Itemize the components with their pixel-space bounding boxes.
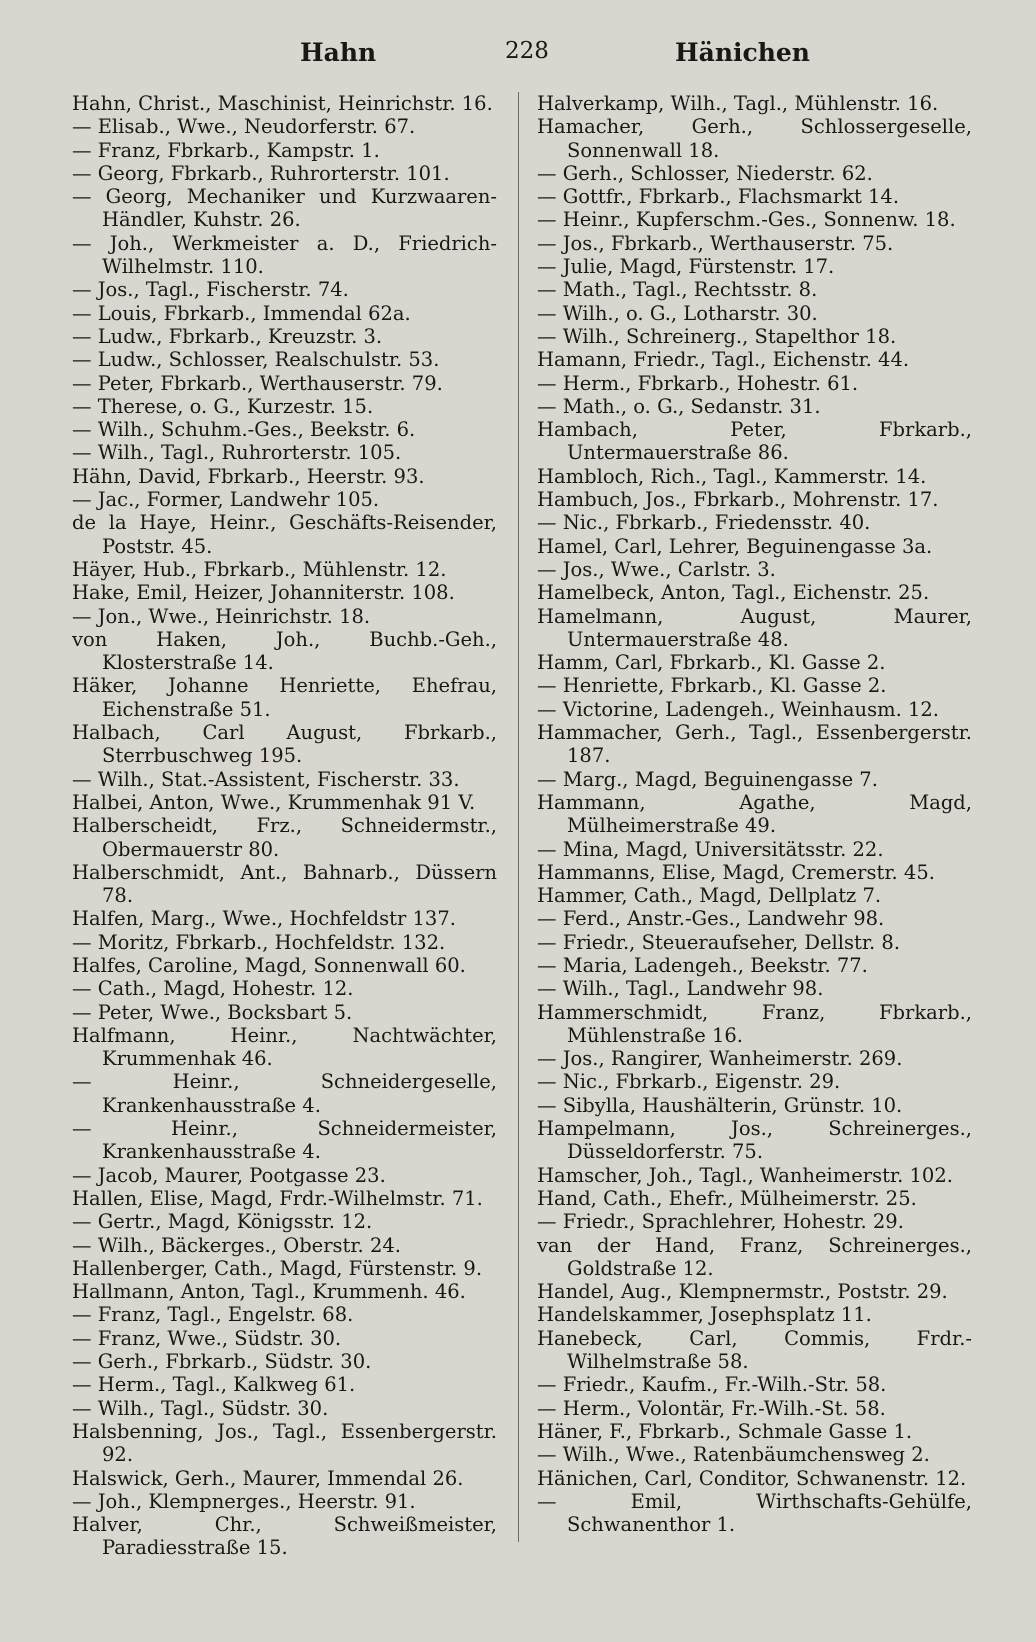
directory-entry: — Wilh., Schuhm.-Ges., Beekstr. 6. <box>72 418 416 442</box>
directory-entry: Halbei, Anton, Wwe., Krummenhak 91 V. <box>72 790 476 814</box>
directory-entry: — Jos., Rangirer, Wanheimerstr. 269. <box>537 1047 903 1071</box>
directory-entry: Halfes, Caroline, Magd, Sonnenwall 60. <box>72 953 466 977</box>
directory-entry: Hallenberger, Cath., Magd, Fürstenstr. 9. <box>72 1256 483 1280</box>
directory-entry: van der Hand, Franz, Schreinerges., Goldstraße 12. <box>537 1233 972 1280</box>
directory-entry: Hamm, Carl, Fbrkarb., Kl. Gasse 2. <box>537 651 886 675</box>
header-right-keyword: Hänichen <box>675 38 810 67</box>
directory-entry: — Wilh., Tagl., Südstr. 30. <box>72 1396 329 1420</box>
directory-entry: Halbach, Carl August, Fbrkarb., Sterrbuschweg 195. <box>72 721 497 768</box>
directory-entry: Hambloch, Rich., Tagl., Kammerstr. 14. <box>537 464 927 488</box>
directory-entry: — Franz, Fbrkarb., Kampstr. 1. <box>72 138 380 162</box>
directory-entry: — Peter, Wwe., Bocksbart 5. <box>72 1000 353 1024</box>
directory-entry: — Wilh., Bäckerges., Oberstr. 24. <box>72 1233 401 1257</box>
directory-entry: — Louis, Fbrkarb., Immendal 62a. <box>72 301 411 325</box>
directory-entry: — Gerh., Schlosser, Niederstr. 62. <box>537 161 873 185</box>
directory-entry: — Ludw., Schlosser, Realschulstr. 53. <box>72 348 440 372</box>
directory-entry: Hänichen, Carl, Conditor, Schwanenstr. 12. <box>537 1466 967 1490</box>
column-divider <box>518 92 519 1542</box>
directory-entry: — Henriette, Fbrkarb., Kl. Gasse 2. <box>537 674 887 698</box>
directory-entry: Hand, Cath., Ehefr., Mülheimerstr. 25. <box>537 1186 917 1210</box>
directory-entry: Hallmann, Anton, Tagl., Krummenh. 46. <box>72 1280 466 1304</box>
directory-entry: — Sibylla, Haushälterin, Grünstr. 10. <box>537 1093 903 1117</box>
directory-entry: — Wilh., Schreinerg., Stapelthor 18. <box>537 324 897 348</box>
directory-entry: Hallen, Elise, Magd, Frdr.-Wilhelmstr. 71. <box>72 1186 483 1210</box>
directory-entry: — Jacob, Maurer, Pootgasse 23. <box>72 1163 386 1187</box>
directory-entry: — Jac., Former, Landwehr 105. <box>72 488 380 512</box>
directory-entry: — Georg, Fbrkarb., Ruhrorterstr. 101. <box>72 161 450 185</box>
directory-entry: Handelskammer, Josephsplatz 11. <box>537 1303 872 1327</box>
directory-entry: Hammer, Cath., Magd, Dellplatz 7. <box>537 884 882 908</box>
directory-entry: Halsbenning, Jos., Tagl., Essenbergerstr. 92. <box>72 1419 497 1467</box>
directory-entry: — Mina, Magd, Universitätsstr. 22. <box>537 837 884 861</box>
directory-entry: Halberscheidt, Frz., Schneidermstr., Obermauerstr 80. <box>72 814 497 861</box>
directory-entry: Hamann, Friedr., Tagl., Eichenstr. 44. <box>537 348 910 372</box>
directory-entry: — Ludw., Fbrkarb., Kreuzstr. 3. <box>72 324 383 348</box>
directory-entry: Hahn, Christ., Maschinist, Heinrichstr. 16. <box>72 92 493 115</box>
directory-entry: Halverkamp, Wilh., Tagl., Mühlenstr. 16. <box>537 92 939 115</box>
directory-entry: — Wilh., Tagl., Landwehr 98. <box>537 977 824 1001</box>
directory-entry: Hamelbeck, Anton, Tagl., Eichenstr. 25. <box>537 581 930 605</box>
directory-entry: — Maria, Ladengeh., Beekstr. 77. <box>537 953 868 977</box>
directory-entry: — Jon., Wwe., Heinrichstr. 18. <box>72 604 371 628</box>
directory-entry: — Franz, Tagl., Engelstr. 68. <box>72 1303 354 1327</box>
directory-entry: Häner, F., Fbrkarb., Schmale Gasse 1. <box>537 1419 913 1443</box>
directory-entry: Hamscher, Joh., Tagl., Wanheimerstr. 102. <box>537 1163 953 1187</box>
directory-entry: Häyer, Hub., Fbrkarb., Mühlenstr. 12. <box>72 557 447 581</box>
directory-entry: Hammacher, Gerh., Tagl., Essenbergerstr. 187. <box>537 721 972 768</box>
directory-entry: — Herm., Volontär, Fr.-Wilh.-St. 58. <box>537 1396 886 1420</box>
directory-entry: — Nic., Fbrkarb., Eigenstr. 29. <box>537 1070 841 1094</box>
directory-entry: — Wilh., o. G., Lotharstr. 30. <box>537 301 818 325</box>
directory-entry: Halberschmidt, Ant., Bahnarb., Düssern 78. <box>72 860 497 908</box>
directory-entry: Hammanns, Elise, Magd, Cremerstr. 45. <box>537 860 935 884</box>
directory-entry: — Marg., Magd, Beguinengasse 7. <box>537 767 878 791</box>
directory-entry: Handel, Aug., Klempnermstr., Poststr. 29. <box>537 1280 948 1304</box>
directory-entry: — Math., o. G., Sedanstr. 31. <box>537 394 821 418</box>
directory-entry: Halfen, Marg., Wwe., Hochfeldstr 137. <box>72 907 456 931</box>
directory-entry: — Nic., Fbrkarb., Friedensstr. 40. <box>537 511 871 535</box>
directory-entry: — Moritz, Fbrkarb., Hochfeldstr. 132. <box>72 930 446 954</box>
directory-entry: — Julie, Magd, Fürstenstr. 17. <box>537 255 835 279</box>
directory-entry: — Emil, Wirthschafts-Gehülfe, Schwanenthor 1. <box>537 1489 972 1537</box>
directory-entry: Hammann, Agathe, Magd, Mülheimerstraße 49. <box>537 790 972 838</box>
left-column <box>72 92 497 1560</box>
directory-entry: — Gerh., Fbrkarb., Südstr. 30. <box>72 1350 372 1374</box>
directory-entry: — Wilh., Stat.-Assistent, Fischerstr. 33. <box>72 767 460 791</box>
directory-entry: Hamel, Carl, Lehrer, Beguinengasse 3a. <box>537 534 933 558</box>
directory-entry: Hambach, Peter, Fbrkarb., Untermauerstraße 86. <box>537 418 972 465</box>
directory-entry: Hanebeck, Carl, Commis, Frdr.-Wilhelmstraße 58. <box>537 1326 972 1374</box>
directory-entry: de la Haye, Heinr., Geschäfts-Reisender, Poststr. 45. <box>72 511 497 558</box>
directory-entry: — Friedr., Steueraufseher, Dellstr. 8. <box>537 930 901 954</box>
directory-entry: Halswick, Gerh., Maurer, Immendal 26. <box>72 1466 464 1490</box>
directory-entry: — Cath., Magd, Hohestr. 12. <box>72 977 354 1001</box>
directory-entry: — Joh., Werkmeister a. D., Friedrich-Wilhelmstr. 110. <box>72 231 497 279</box>
directory-entry: — Math., Tagl., Rechtsstr. 8. <box>537 278 818 302</box>
directory-entry: von Haken, Joh., Buchb.-Geh., Klosterstraße 14. <box>72 627 497 675</box>
directory-entry: — Gertr., Magd, Königsstr. 12. <box>72 1210 373 1234</box>
directory-entry: Hähn, David, Fbrkarb., Heerstr. 93. <box>72 464 425 488</box>
directory-entry: — Heinr., Kupferschm.-Ges., Sonnenw. 18. <box>537 208 956 232</box>
directory-entry: — Jos., Tagl., Fischerstr. 74. <box>72 278 349 302</box>
directory-entry: — Heinr., Schneidermeister, Krankenhausstraße 4. <box>72 1117 497 1164</box>
directory-entry: — Jos., Wwe., Carlstr. 3. <box>537 557 776 581</box>
directory-entry: Häker, Johanne Henriette, Ehefrau, Eichenstraße 51. <box>72 674 497 721</box>
directory-entry: Hampelmann, Jos., Schreinerges., Düsseldorferstr. 75. <box>537 1117 972 1164</box>
directory-entry: Hamelmann, August, Maurer, Untermauerstraße 48. <box>537 604 972 651</box>
directory-entry: Halfmann, Heinr., Nachtwächter, Krummenhak 46. <box>72 1023 497 1071</box>
directory-entry: — Victorine, Ladengeh., Weinhausm. 12. <box>537 697 939 721</box>
directory-entry: Hamacher, Gerh., Schlossergeselle, Sonnenwall 18. <box>537 115 972 162</box>
directory-entry: — Wilh., Tagl., Ruhrorterstr. 105. <box>72 441 402 465</box>
directory-entry: Hambuch, Jos., Fbrkarb., Mohrenstr. 17. <box>537 488 939 512</box>
header-left-keyword: Hahn <box>300 38 377 67</box>
directory-entry: — Peter, Fbrkarb., Werthauserstr. 79. <box>72 371 443 395</box>
directory-entry: — Joh., Klempnerges., Heerstr. 91. <box>72 1489 416 1513</box>
directory-entry: — Franz, Wwe., Südstr. 30. <box>72 1326 342 1350</box>
directory-entry: — Jos., Fbrkarb., Werthauserstr. 75. <box>537 231 894 255</box>
directory-entry: — Friedr., Sprachlehrer, Hohestr. 29. <box>537 1210 904 1234</box>
directory-entry: — Elisab., Wwe., Neudorferstr. 67. <box>72 115 416 139</box>
directory-entry: — Friedr., Kaufm., Fr.-Wilh.-Str. 58. <box>537 1373 887 1397</box>
page-number: 228 <box>505 38 549 64</box>
page-header <box>75 38 975 78</box>
directory-entry: — Georg, Mechaniker und Kurzwaaren-Händler, Kuhstr. 26. <box>72 185 497 232</box>
right-column <box>537 92 972 1536</box>
directory-entry: — Heinr., Schneidergeselle, Krankenhausstraße 4. <box>72 1070 497 1117</box>
directory-entry: — Ferd., Anstr.-Ges., Landwehr 98. <box>537 907 885 931</box>
directory-entry: — Therese, o. G., Kurzestr. 15. <box>72 394 374 418</box>
directory-entry: Hake, Emil, Heizer, Johanniterstr. 108. <box>72 581 455 605</box>
directory-entry: — Herm., Fbrkarb., Hohestr. 61. <box>537 371 859 395</box>
directory-entry: Halver, Chr., Schweißmeister, Paradiesstraße 15. <box>72 1513 497 1560</box>
directory-entry: — Wilh., Wwe., Ratenbäumchensweg 2. <box>537 1443 930 1467</box>
directory-entry: — Herm., Tagl., Kalkweg 61. <box>72 1373 356 1397</box>
directory-entry: Hammerschmidt, Franz, Fbrkarb., Mühlenstraße 16. <box>537 1000 972 1047</box>
directory-entry: — Gottfr., Fbrkarb., Flachsmarkt 14. <box>537 185 900 209</box>
